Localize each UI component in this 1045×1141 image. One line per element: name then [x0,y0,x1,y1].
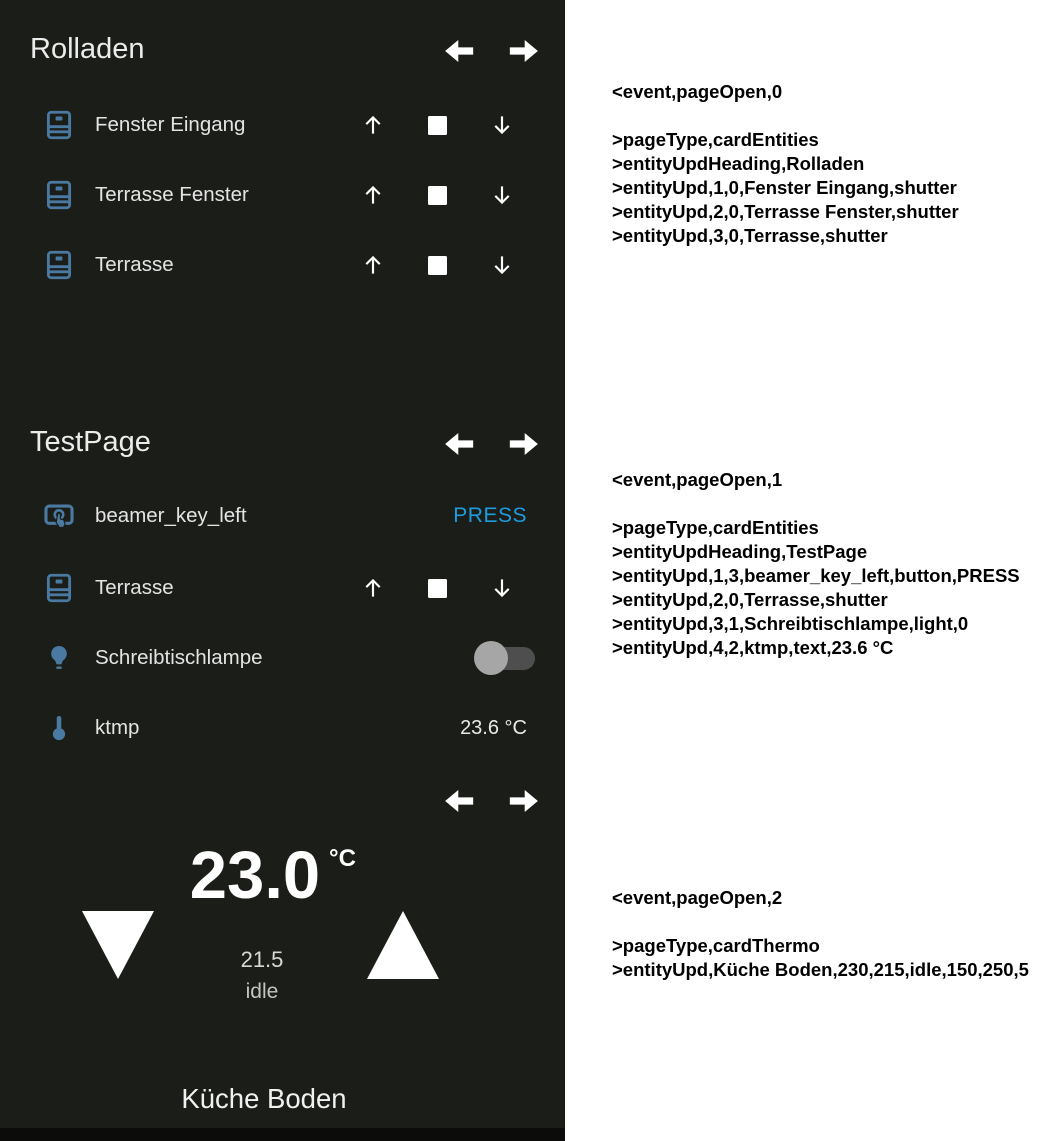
entity-label: ktmp [95,716,140,739]
page-title: Rolladen [30,33,145,65]
page-title: TestPage [30,426,151,458]
protocol-line: >entityUpd,3,0,Terrasse,shutter [612,225,888,246]
thermostat-name: Küche Boden [181,1083,347,1114]
protocol-line: >entityUpd,1,0,Fenster Eingang,shutter [612,177,957,198]
shutter-up-button[interactable] [360,575,386,601]
protocol-line: >entityUpdHeading,Rolladen [612,153,865,174]
shutter-down-button[interactable] [489,252,515,278]
entity-row [0,703,565,753]
page-next-button[interactable] [504,427,544,461]
toggle-knob [474,641,508,675]
protocol-block [612,516,1042,660]
temperature-unit: °C [329,845,356,872]
gesture-tap-button-icon [42,499,76,533]
page-next-button[interactable] [504,784,544,818]
protocol-event-line: <event,pageOpen,1 [612,469,783,490]
hvac-state: idle [245,980,279,1003]
protocol-line: >entityUpd,2,0,Terrasse Fenster,shutter [612,201,959,222]
lightbulb-icon [42,641,76,675]
page-next-button[interactable] [504,34,544,68]
shutter-down-button[interactable] [489,575,515,601]
protocol-event-line: <event,pageOpen,0 [612,81,783,102]
entity-row [0,563,565,613]
shutter-down-button[interactable] [489,182,515,208]
panel-bottom-edge [0,1128,565,1141]
shutter-up-button[interactable] [360,182,386,208]
thermometer-icon [42,711,76,745]
shutter-stop-button[interactable] [428,186,447,205]
entity-row [0,240,565,290]
protocol-line: >pageType,cardEntities [612,517,819,538]
shutter-icon [42,178,76,212]
protocol-line: >entityUpdHeading,TestPage [612,541,868,562]
shutter-stop-button[interactable] [428,579,447,598]
current-temperature: 23.0 [189,838,321,913]
protocol-line: >entityUpd,2,0,Terrasse,shutter [612,589,888,610]
entity-label: Schreibtischlampe [95,646,263,669]
setpoint-temperature: 21.5 [240,947,284,972]
entity-row [0,633,565,683]
entity-row [0,491,565,541]
entity-label: Terrasse Fenster [95,183,249,206]
shutter-stop-button[interactable] [428,256,447,275]
shutter-up-button[interactable] [360,252,386,278]
shutter-down-button[interactable] [489,112,515,138]
entity-label: beamer_key_left [95,504,247,527]
setpoint-down-button[interactable] [82,911,154,979]
protocol-block [612,128,1042,248]
entity-label: Fenster Eingang [95,113,246,136]
shutter-stop-button[interactable] [428,116,447,135]
protocol-line: >entityUpd,1,3,beamer_key_left,button,PRESS [612,565,1020,586]
setpoint-up-button[interactable] [367,911,439,979]
sensor-value: 23.6 °C [460,717,527,739]
entity-label: Terrasse [95,253,174,276]
protocol-line: >pageType,cardEntities [612,129,819,150]
protocol-block [612,934,1042,982]
page-prev-button[interactable] [439,34,479,68]
entity-row [0,170,565,220]
shutter-icon [42,571,76,605]
light-toggle-off[interactable] [477,647,535,670]
protocol-line: >entityUpd,Küche Boden,230,215,idle,150,250,5 [612,959,1029,980]
entity-row [0,100,565,150]
shutter-icon [42,248,76,282]
protocol-line: >pageType,cardThermo [612,935,820,956]
shutter-up-button[interactable] [360,112,386,138]
page-prev-button[interactable] [439,427,479,461]
protocol-event-line: <event,pageOpen,2 [612,887,783,908]
protocol-line: >entityUpd,3,1,Schreibtischlampe,light,0 [612,613,969,634]
page-prev-button[interactable] [439,784,479,818]
press-button[interactable]: PRESS [453,504,527,527]
shutter-icon [42,108,76,142]
entity-label: Terrasse [95,576,174,599]
protocol-line: >entityUpd,4,2,ktmp,text,23.6 °C [612,637,894,658]
